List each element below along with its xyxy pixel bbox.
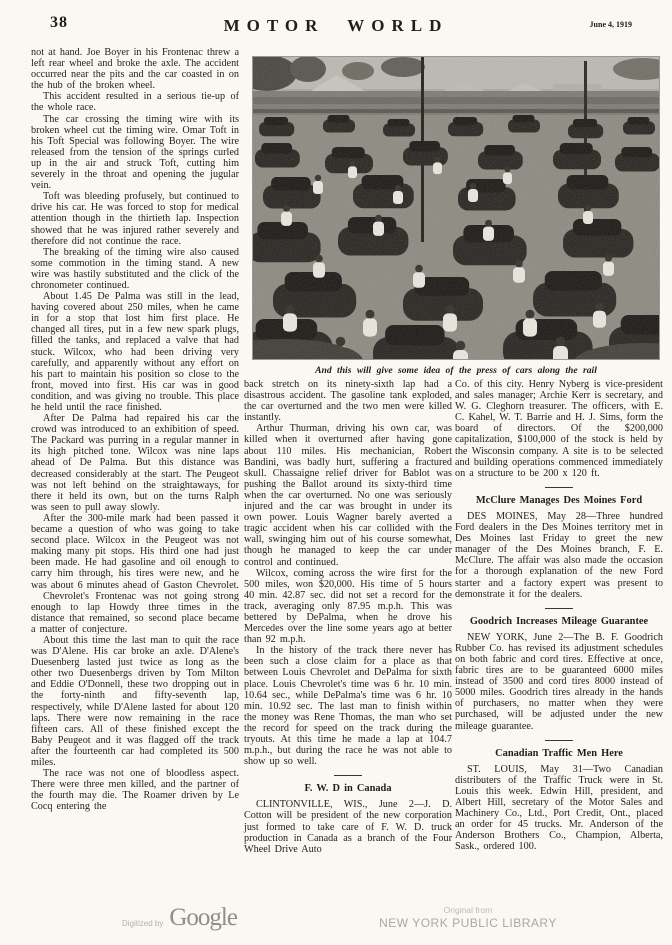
google-logo: Google	[169, 904, 237, 931]
article-paragraph: ST. LOUIS, May 31—Two Canadian distributers of the Traffic Truck were in St. Louis this week. Edwin Hill, president, and Albert Hill, secretary of the Motor Sales and Machinery Co., Ltd., Port Credit, Ont., placed an order for 45 trucks. Mr. Anderson of the Anderson Brothers Co., Champion, Alberta, Sask., ordered 100.	[455, 763, 663, 853]
section-divider	[545, 740, 573, 741]
section-divider	[334, 775, 362, 776]
original-from-label: Original from	[443, 905, 493, 915]
issue-date: June 4, 1919	[589, 20, 632, 29]
article-paragraph: In the history of the track there never has been such a close claim for a place as that between Louis Chevrolet and DePalma for sixth place. Louis Chevrolet's time was 6 hr. 10 min. 10.64 sec., while DePalma's time was 6 hr. 10 min. 10.92 sec. The last man to finish within the money was Rene Thomas, the man who set the record for speed on the track during the tryouts. At this time he made a lap at 104.7 m.p.h., but during the race he was not able to show up so well.	[244, 645, 452, 768]
article-paragraph: The car crossing the timing wire with its broken wheel cut the timing wire. Omar Toft in his Toft Special was following Boyer. The wire released from the tension of the springs curled up in the air and struck Toft, cutting him severely in the throat and opening the jugular vein.	[31, 113, 239, 192]
photo-caption: And this will give some idea of the press of cars along the rail	[315, 365, 597, 376]
article-paragraph: This accident resulted in a serious tie-up of the whole race.	[31, 91, 239, 114]
article-paragraph: CLINTONVILLE, WIS., June 2—J. D. Cotton will be president of the new corporation just formed to take care of F. W. D. truck production in Canada as a branch of the Four Wheel Drive Auto	[244, 799, 452, 855]
photo-block	[253, 57, 659, 376]
article-paragraph: Arthur Thurman, driving his own car, was killed when it overturned after having gone about 110 miles. His mechanician, Robert Bandini, was badly hurt, suffering a fractured skull. Chassaigne relief driver for Bablot was pushing the Ballot around its sixty-third time when the car overturned. No one was seriously injured and the car was brought in under its own power. Louis Wagner barely averted a tragic accident when his car collided with the wall, swinging him out of his course somewhat, though he managed to keep the car under control and continued.	[244, 423, 452, 568]
article-paragraph: Wilcox, coming across the wire first for the 500 miles, won $20,000. His time of 5 hours 40 min. 42.87 sec. did not set a record for the track, averaging only 87.95 m.p.h. This was bettered by DePalma, when he drove his Mercedes over the line some years ago at better than 92 m.p.h.	[244, 567, 452, 646]
article-paragraph: About this time the last man to quit the race was D'Alene. His car broke an axle. D'Alene's Duesenberg lasted just twice as long as the other two Duesenbergs driven by Tom Milton and Eddie O'Donnell, these two dropping out in the forty-ninth and fifty-seventh lap, respectively, while D'Alene lasted for about 120 laps. There were now remaining in the race fifteen cars. All of these finished except the Baby Peugeot and it was flagged off the track after the fourteenth car had completed its 500 miles.	[31, 634, 239, 768]
race-crowd-photo-illustration	[253, 57, 659, 359]
page-number: 38	[50, 14, 68, 31]
article-paragraph: The breaking of the timing wire also caused some commotion in the timing stand. A new wire was hastily substituted and the click of the chronometer continued.	[31, 246, 239, 291]
section-heading-mcclure-des-moines-ford: McClure Manages Des Moines Ford	[475, 494, 643, 506]
article-column-right	[455, 379, 663, 852]
article-paragraph: After De Palma had repaired his car the crowd was introduced to an exhibition of speed. The Packard was purring in a regular manner in its high pitched tone. Wilcox was nine laps ahead of De Palma. But this distance was decreased considerably at the start. The Peugeot was not left behind on the straightaways, for there it held its own, but on the turns Ralph was seen to pull away slowly.	[31, 413, 239, 513]
masthead-title: MOTOR WORLD	[223, 16, 449, 35]
article-paragraph: NEW YORK, June 2—The B. F. Goodrich Rubber Co. has revised its adjustment schedules on both fabric and cord tires. Effective at once, fabric tires are to be guaranteed 6000 miles instead of 3500 and cord tires 8000 instead of 5000 miles. Goodrich tires already in the hands of purchasers, no matter when they were purchased, will be adjusted under the new mileage guarantee.	[455, 631, 663, 732]
article-paragraph: After the 300-mile mark had been passed it became a question of who was going to take second place. Wilcox in the Peugeot was not making many pit stops. His third one had just been made. He had gasoline and oil enough to carry him through, his tires were new, and he was about 6 minutes ahead of Gaston Chevrolet.	[31, 512, 239, 591]
article-paragraph: DES MOINES, May 28—Three hundred Ford dealers in the Des Moines territory met in Des Moines last Friday to greet the new manager of the Des Moines branch, F. E. McClure. The affair was also made the occasion for a thorough explanation of the new Ford starter and a factory expert was present to demonstrate it for the dealers.	[455, 510, 663, 600]
article-paragraph: About 1.45 De Palma was still in the lead, having covered about 250 miles, when he came in for a stop that lost him first place. He changed all tires, put in a few new spark plugs, filled the tanks, and replaced a valve that had stuck. Wilcox, who had been driving very carefully, and apparently without any effort on his part to maintain his position so close to the front, moved into first. His car was in good condition, and was giving no trouble. This place he held until the race finished.	[31, 291, 239, 413]
original-from-mark	[378, 905, 558, 930]
article-paragraph: Toft was bleeding profusely, but continued to drive his car. He was forced to stop for medical attention though in the thirtieth lap. Inspection showed that he was injured rather severely and therefore did not continue the race.	[31, 191, 239, 247]
digitized-by-google-mark	[122, 904, 237, 931]
library-name: NEW YORK PUBLIC LIBRARY	[379, 916, 557, 930]
section-heading-goodrich-mileage-guarantee: Goodrich Increases Mileage Guarantee	[469, 615, 649, 627]
section-heading-fwd-in-canada: F. W. D in Canada	[304, 783, 392, 795]
article-paragraph: Co. of this city. Henry Nyberg is vice-president and sales manager; Archie Kerr is secretary, and W. G. Cleghorn treasurer. The officers, with E. C. Kahel, W. T. Barrie and H. J. Sims, form the board of directors. Of the $200,000 capitalization, $100,000 of the stock is held by the Wisconsin company. A site is to be selected and building operations commenced immediately on a structure to be 200 x 120 ft.	[455, 379, 663, 479]
section-heading-canadian-traffic-men: Canadian Traffic Men Here	[495, 747, 623, 759]
article-column-left	[31, 47, 239, 812]
article-column-middle	[244, 379, 452, 855]
press-of-cars-photo	[253, 57, 659, 359]
article-paragraph: not at hand. Joe Boyer in his Frontenac threw a left rear wheel and broke the axle. The accident occurred near the pits and the car coasted in on the hub of the broken wheel.	[31, 47, 239, 92]
section-divider	[545, 487, 573, 488]
digitized-by-label: Digitized by	[122, 919, 164, 928]
article-paragraph: Chevrolet's Frontenac was not going strong enough to lap Howdy three times in the distance that remained, so second place became a matter of conjecture.	[31, 590, 239, 635]
article-paragraph: The race was not one of bloodless aspect. There were three men killed, and the partner of the fourth may die. The Roamer driven by Le Cocq entering the	[31, 768, 239, 813]
article-paragraph: back stretch on its ninety-sixth lap had a disastrous accident. The gasoline tank exploded, the car overturned and the two men were killed instantly.	[244, 379, 452, 424]
section-divider	[545, 608, 573, 609]
